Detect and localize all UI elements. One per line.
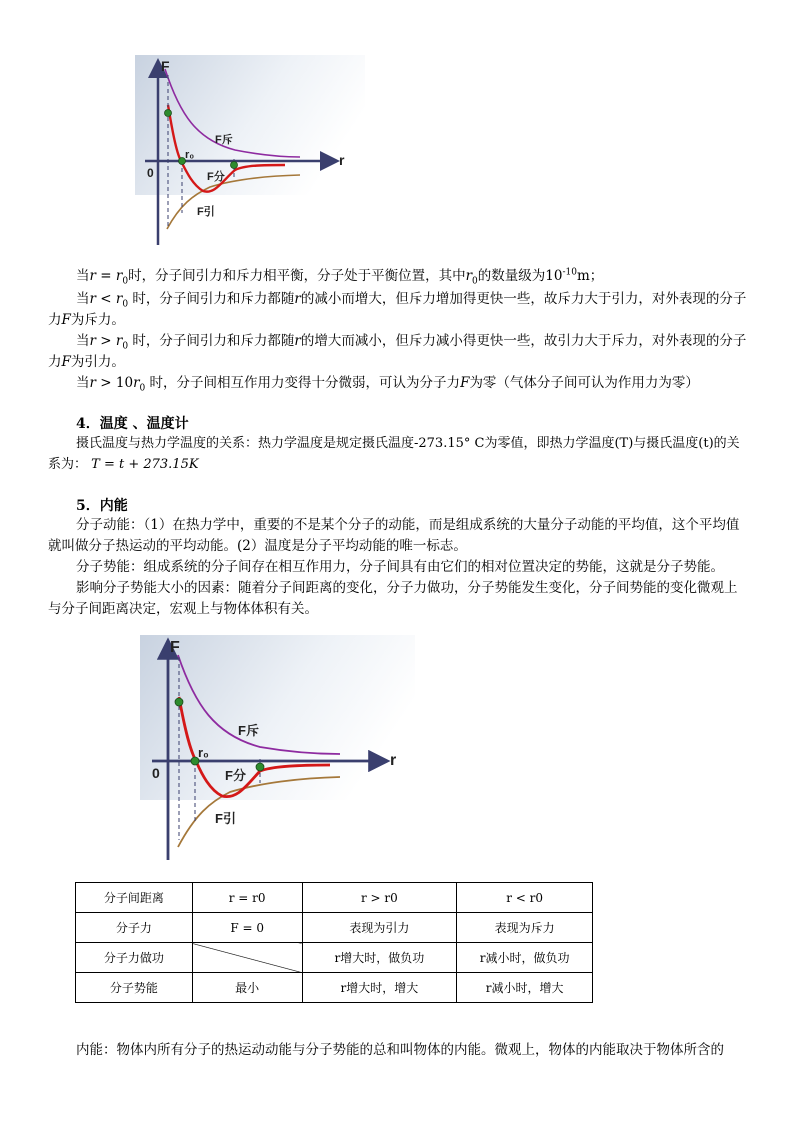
table-cell: 表现为引力 [302,913,457,943]
f-axis-label: F [161,58,170,74]
table-cell: 分子间距离 [76,883,193,913]
section-4-heading: 4．温度 、温度计 [76,416,189,432]
kinetic-energy-text: 分子动能：（1）在热力学中，重要的不是某个分子的动能，而是组成系统的大量分子动能的平均值，这个平均值就叫做分子热运动的平均动能。(2）温度是分子平均动能的唯一标志。 [48,517,740,554]
table-cell: r减小时，做负功 [457,943,593,973]
origin-label: 0 [147,166,154,180]
attractive-label: F引 [215,811,236,826]
molecular-force-graph-2 [140,635,415,863]
internal-energy-text: 内能：物体内所有分子的热运动动能与分子势能的总和叫物体的内能。微观上，物体的内能取决于物体所含的 [76,1042,724,1058]
r-axis-label: r [339,152,345,168]
equilibrium-point [256,763,264,771]
table-cell: r增大时，增大 [302,973,457,1003]
repulsive-label: F斥 [238,723,259,738]
table-cell: 表现为斥力 [457,913,593,943]
origin-label: 0 [152,765,160,781]
repulsive-label: F斥 [215,134,233,146]
table-cell: 最小 [192,973,302,1003]
table-row [76,883,593,913]
table-cell: 分子力 [76,913,193,943]
table-row [76,943,593,973]
r-axis-label: r [390,752,397,769]
molecular-force-table [75,882,593,1003]
table-row [76,913,593,943]
section-4-text: 摄氏温度与热力学温度的关系：热力学温度是规定摄氏温度-273.15° C为零值，即热力学温度(T)与摄氏温度(t)的关系为： T = t + 273.15K [48,436,740,472]
attractive-label: F引 [197,206,215,218]
r0-label: r₀ [185,149,195,161]
f-axis-label: F [170,639,180,656]
paragraph-equilibrium: 当$r = r_0$时，分子间引力和斥力相平衡，分子处于平衡位置，其中$r_0$的数量级为$10^{-10}m$； [76,267,604,287]
net-force-label: F分 [225,768,246,783]
table-cell: r减小时，增大 [457,973,593,1003]
equilibrium-point [175,698,183,706]
potential-factors-text: 影响分子势能大小的因素：随着分子间距离的变化，分子力做功，分子势能发生变化，分子间势能的变化微观上与分子间距离决定，宏观上与物体体积有关。 [48,580,738,617]
table-cell: 分子势能 [76,973,193,1003]
paragraph-repulsion: 当$r < r_0$ 时，分子间引力和斥力都随r的减小而增大，但斥力增加得更快一些，故斥力大于引力，对外表现的分子力F为斥力。 [48,291,747,328]
temperature-formula: T = t + 273.15K [91,457,199,472]
table-cell: r = r0 [192,883,302,913]
section-5-heading: 5．内能 [76,498,128,514]
table-cell: r增大时，做负功 [302,943,457,973]
equilibrium-point [231,162,238,169]
table-cell-diagonal [192,943,302,973]
table-cell: F = 0 [192,913,302,943]
table-cell: r > r0 [302,883,457,913]
net-force-label: F分 [207,171,225,183]
equilibrium-point [165,110,172,117]
paragraph-weak-force: 当$r > 10r_0$ 时，分子间相互作用力变得十分微弱，可认为分子力F为零（气体分子间可认为作用力为零） [76,375,699,394]
paragraph-attraction: 当$r > r_0$ 时，分子间引力和斥力都随r的增大而减小，但斥力减小得更快一些，故引力大于斥力，对外表现的分子力F为引力。 [48,333,747,370]
table-row [76,973,593,1003]
table-cell: r < r0 [457,883,593,913]
potential-energy-text: 分子势能：组成系统的分子间存在相互作用力，分子间具有由它们的相对位置决定的势能，这就是分子势能。 [76,559,724,575]
r0-label: r₀ [198,745,209,760]
table-cell: 分子力做功 [76,943,193,973]
molecular-force-graph-1 [135,55,365,250]
